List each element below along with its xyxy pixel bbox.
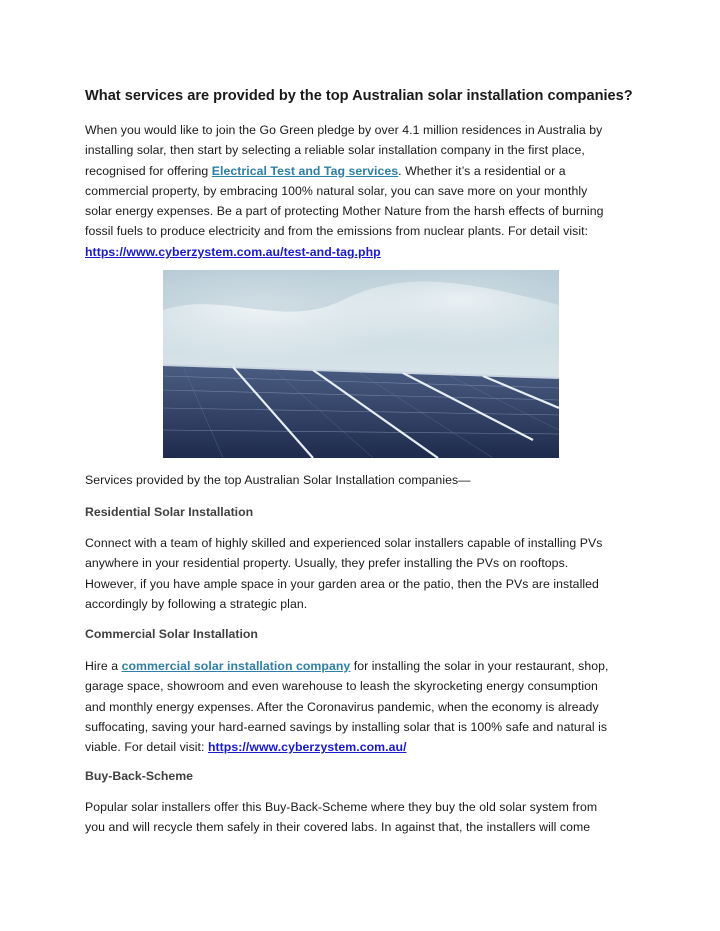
commercial-line: for installing the solar in your restaurant, shop,	[350, 659, 609, 673]
test-and-tag-link[interactable]: Electrical Test and Tag services	[211, 163, 399, 178]
intro-line: recognised for offering	[85, 163, 212, 178]
intro-line: commercial property, by embracing 100% natural solar, you can save more on your monthly	[85, 183, 588, 198]
intro-line: When you would like to join the Go Green pledge by over 4.1 million residences in Australia by	[85, 123, 603, 137]
solar-panels-photo	[163, 270, 559, 458]
commercial-solar-link[interactable]: commercial solar installation company	[121, 659, 351, 673]
residential-line: Connect with a team of highly skilled and experienced solar installers capable of installing PVs	[85, 536, 603, 550]
residential-paragraph	[85, 533, 640, 614]
intro-line: . Whether it’s a residential or a	[398, 163, 566, 178]
commercial-line: Hire a	[85, 659, 122, 673]
residential-line: accordingly by following a strategic plan.	[85, 596, 308, 611]
intro-line: fossil fuels to produce electricity and from the emissions from nuclear plants. For detail visit:	[85, 224, 589, 239]
commercial-paragraph	[85, 656, 640, 757]
buyback-line: you and will recycle them safely in their covered labs. In against that, the installers will come	[85, 820, 591, 835]
buyback-paragraph	[85, 797, 640, 838]
residential-heading: Residential Solar Installation	[85, 505, 254, 519]
buyback-line: Popular solar installers offer this Buy-Back-Scheme where they buy the old solar system from	[85, 800, 598, 814]
commercial-line: viable. For detail visit:	[85, 740, 208, 755]
intro-paragraph	[85, 120, 640, 262]
article-title: What services are provided by the top Australian solar installation companies?	[85, 88, 633, 104]
intro-line: installing solar, then start by selecting a reliable solar installation company in the first place,	[85, 143, 585, 158]
residential-line: anywhere in your residential property. Usually, they prefer installing the PVs on rooftops.	[85, 556, 569, 571]
buyback-heading: Buy-Back-Scheme	[85, 769, 193, 783]
residential-line: However, if you have ample space in your garden area or the patio, then the PVs are installed	[85, 576, 599, 591]
test-and-tag-url-link[interactable]: https://www.cyberzystem.com.au/test-and-tag.php	[85, 244, 381, 259]
intro-line: solar energy expenses. Be a part of protecting Mother Nature from the harsh effects of burning	[85, 204, 604, 219]
services-intro: Services provided by the top Australian Solar Installation companies—	[85, 473, 471, 487]
commercial-line: garage space, showroom and even warehouse to leash the skyrocketing energy consumption	[85, 679, 598, 694]
commercial-line: suffocating, saving your hard-earned savings by installing solar that is 100% safe and natural is	[85, 719, 608, 734]
commercial-line: and monthly energy expenses. After the Coronavirus pandemic, when the economy is already	[85, 699, 599, 714]
commercial-heading: Commercial Solar Installation	[85, 627, 258, 641]
cyberzystem-home-link[interactable]: https://www.cyberzystem.com.au/	[207, 740, 407, 755]
